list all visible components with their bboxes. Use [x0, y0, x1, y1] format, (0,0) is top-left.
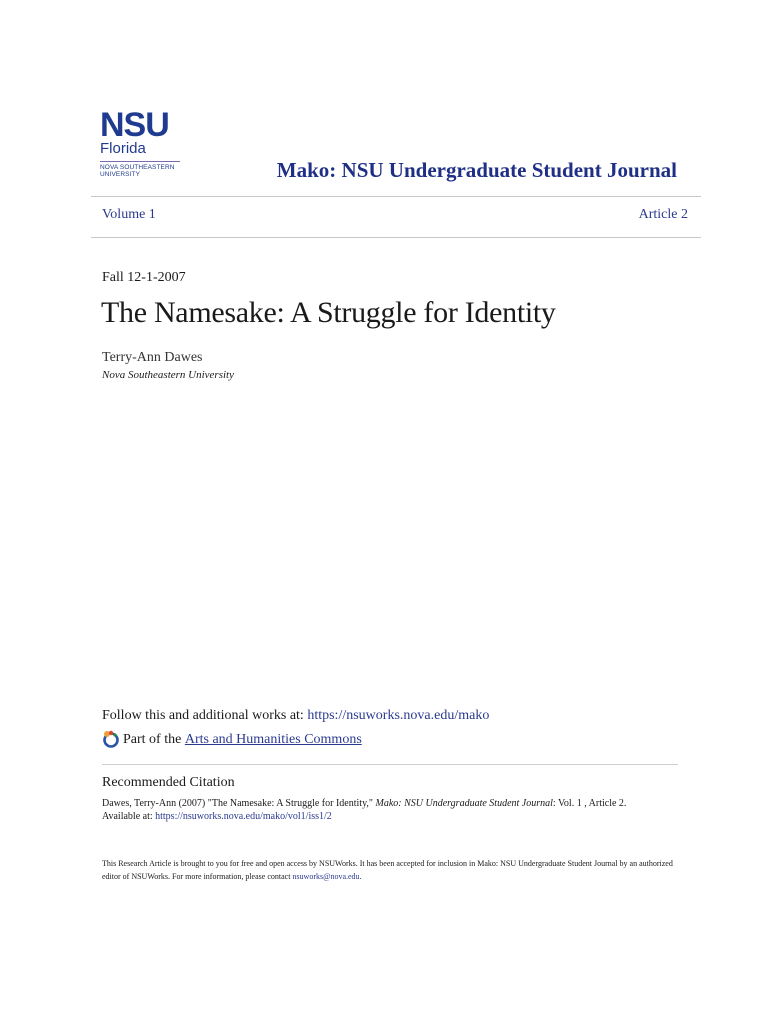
- footer-note: [102, 857, 682, 883]
- header-divider-top: [91, 196, 701, 197]
- author-name: Terry-Ann Dawes: [102, 350, 203, 365]
- header-divider-bottom: [91, 237, 701, 238]
- citation-text-part1: Dawes, Terry-Ann (2007) "The Namesake: A Struggle for Identity,": [102, 798, 376, 809]
- footer-text: This Research Article is brought to you for free and open access by NSUWorks. It has been accepted for inclusion in Mako: NSU Undergraduate Student Journal by an authorized editor of NSUWorks. For more information, please contact: [102, 859, 673, 881]
- commons-icon: [102, 730, 120, 748]
- journal-title-link[interactable]: Mako: NSU Undergraduate Student Journal: [276, 158, 677, 182]
- citation-text: [102, 797, 682, 823]
- logo-sub-line2: UNIVERSITY: [100, 171, 141, 178]
- follow-url-link[interactable]: https://nsuworks.nova.edu/mako: [307, 708, 490, 723]
- part-of-prefix: Part of the: [123, 732, 182, 747]
- logo-divider: [100, 161, 180, 162]
- footer-end: .: [359, 872, 362, 881]
- nsu-florida-logo: [100, 108, 184, 184]
- publication-date: Fall 12-1-2007: [102, 270, 186, 285]
- citation-divider: [102, 764, 678, 765]
- citation-available-prefix: Available at:: [102, 811, 156, 822]
- author-affiliation: Nova Southeastern University: [102, 369, 234, 381]
- recommended-citation-heading: Recommended Citation: [102, 775, 235, 790]
- article-title: The Namesake: A Struggle for Identity: [101, 296, 556, 329]
- citation-text-part2: : Vol. 1 , Article 2.: [552, 798, 627, 809]
- logo-sub-line1: NOVA SOUTHEASTERN: [100, 164, 175, 171]
- part-of-line: [102, 731, 362, 749]
- logo-nsu-text: NSU: [100, 106, 169, 144]
- commons-link[interactable]: Arts and Humanities Commons: [184, 732, 362, 747]
- article-link[interactable]: Article 2: [638, 207, 688, 222]
- citation-journal: Mako: NSU Undergraduate Student Journal: [375, 798, 553, 809]
- contact-email-link[interactable]: nsuworks@nova.edu: [292, 872, 360, 881]
- logo-florida-text: Florida: [100, 140, 146, 157]
- citation-url-link[interactable]: https://nsuworks.nova.edu/mako/vol1/iss1/2: [155, 811, 332, 822]
- follow-line: [102, 708, 489, 724]
- volume-link[interactable]: Volume 1: [102, 207, 156, 222]
- follow-prefix: Follow this and additional works at:: [102, 708, 308, 723]
